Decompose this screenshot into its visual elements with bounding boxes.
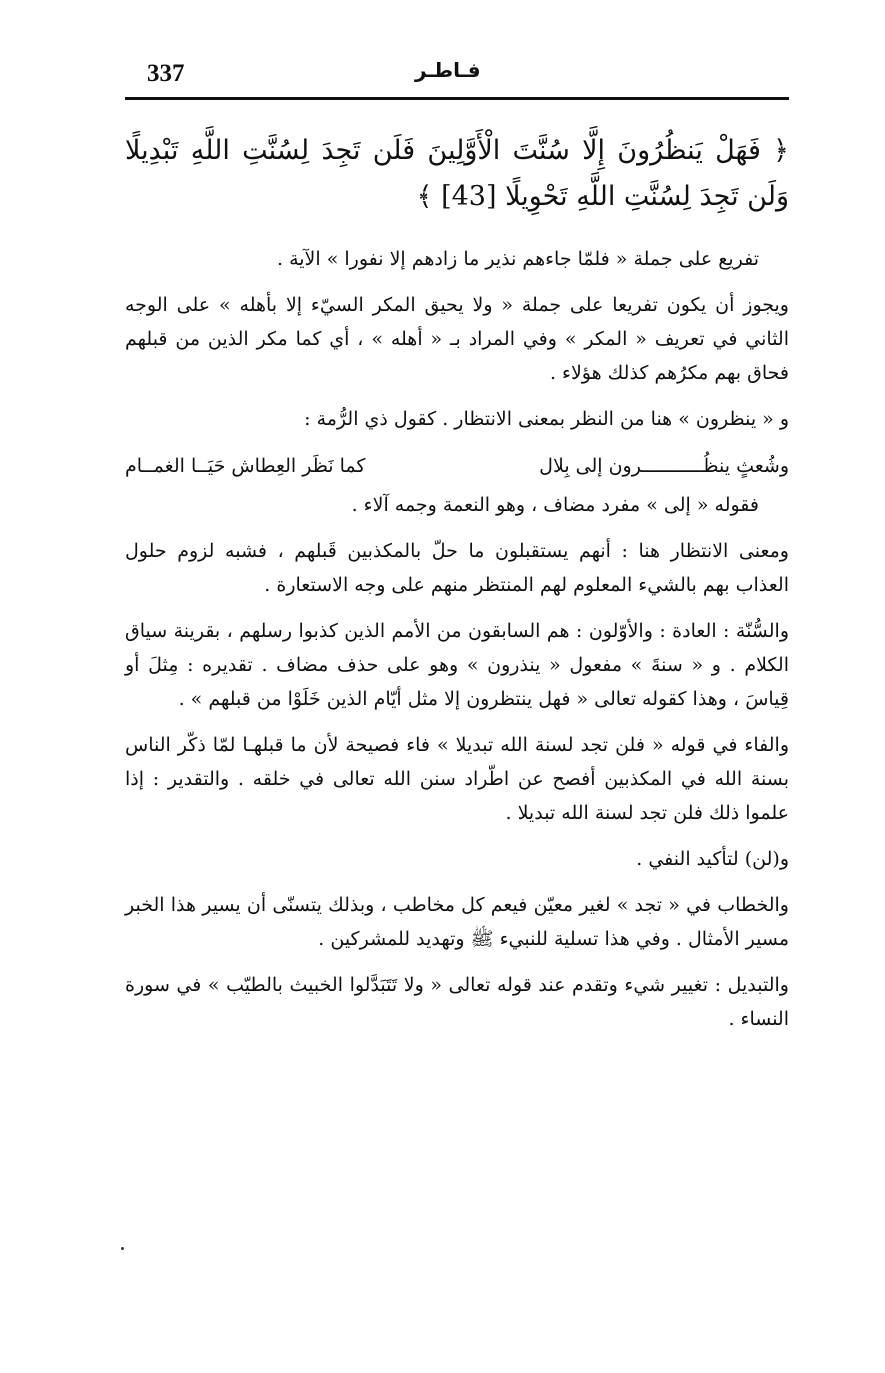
paragraph: و(لن) لتأكيد النفي .: [636, 848, 789, 870]
paragraph: والتبديل : تغيير شيء وتقدم عند قوله تعالى « ولا تَتَبَدَّلوا الخبيث بالطيّب » في سورة النساء .: [125, 974, 789, 1030]
paragraph: ومعنى الانتظار هنا : أنهم يستقبلون ما حلّ بالمكذبين قَبلهم ، فشبه لزوم حلول العذاب بهم بالشيء المعلوم لهم المنتظر منهم على وجه الاستعارة .: [125, 540, 789, 596]
paragraph: ويجوز أن يكون تفريعا على جملة « ولا يحيق المكر السيّء إلا بأهله » على الوجه الثاني في تعريف « المكر » وفي المراد بـ « أهله » ، أي كما مكر الذين من قبلهم فحاق بهم مكرُهم كذلك هؤلاء .: [125, 294, 789, 384]
paragraph: والفاء في قوله « فلن تجد لسنة الله تبديلا » فاء فصيحة لأن ما قبلهـا لمّا ذكّر الناس بسنة الله في المكذبين أفصح عن اطّراد سنن الله تعالى في خلقه . والتقدير : إذا علموا ذلك فلن تجد لسنة الله تبديلا .: [125, 734, 789, 824]
quran-verse: [125, 128, 789, 220]
verse-number: [43]: [441, 181, 497, 212]
paragraph: و « ينظرون » هنا من النظر بمعنى الانتظار . كقول ذي الرُّمة :: [304, 408, 789, 430]
page-speck: [121, 1247, 124, 1250]
paragraph: تفريع على جملة « فلمّا جاءهم نذير ما زادهم إلا نفورا » الآية .: [277, 248, 759, 270]
surah-title: فـاطـر: [415, 58, 481, 82]
paragraph: والخطاب في « تجد » لغير معيّن فيعم كل مخاطب ، وبذلك يتسنّى أن يسير هذا الخبر مسير الأمثال . وفي هذا تسلية للنبيء ﷺ وتهديد للمشركين .: [125, 894, 789, 950]
header-rule: [125, 97, 789, 100]
poem-hemistich-right: وشُعثٍ ينظُـــــــــــرون إلى بِلال: [539, 455, 789, 477]
page-header: [125, 58, 789, 98]
poem-hemistich-left: كما نَظَر العِطاش حَيَــا الغمــام: [125, 455, 366, 477]
paragraph: فقوله « إلى » مفرد مضاف ، وهو النعمة وجمه آلاء .: [351, 494, 759, 516]
page-number: 337: [147, 60, 185, 87]
poem-verse: [125, 448, 789, 484]
verse-text: ﴿ فَهَلْ يَنظُرُونَ إِلَّا سُنَّتَ الْأَوَّلِينَ فَلَن تَجِدَ لِسُنَّتِ اللَّهِ تَبْدِيلًا وَلَن تَجِدَ لِسُنَّتِ اللَّهِ تَحْوِيلًا: [125, 135, 789, 212]
page-body: [125, 128, 789, 1048]
verse-close-bracket: ﴾: [416, 181, 433, 212]
paragraph: والسُّنّة : العادة : والأوّلون : هم السابقون من الأمم الذين كذبوا رسلهم ، بقرينة سياق الكلام . و « سنةَ » مفعول « ينذرون » وهو على حذف مضاف . تقديره : مِثلَ أو قِياسَ ، وهذا كقوله تعالى « فهل ينتظرون إلا مثل أيّام الذين خَلَوْا من قبلهم » .: [125, 620, 789, 710]
